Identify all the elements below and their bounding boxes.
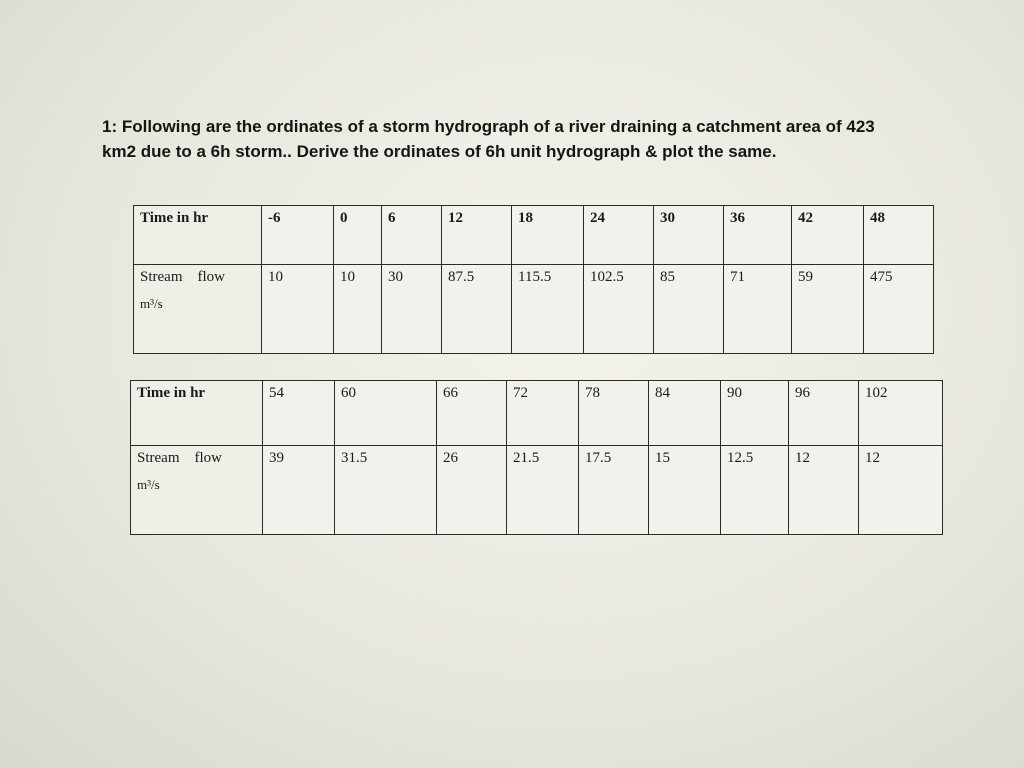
flow-cell: 39 bbox=[263, 446, 335, 535]
time-cell: 24 bbox=[584, 206, 654, 265]
time-cell: -6 bbox=[262, 206, 334, 265]
flow-label-cell bbox=[134, 265, 262, 354]
flow-cell: 115.5 bbox=[512, 265, 584, 354]
flow-label-cell bbox=[131, 446, 263, 535]
question-line-1: 1: Following are the ordinates of a storm hydrograph of a river draining a catchment area of 423 bbox=[102, 117, 875, 136]
time-cell: 72 bbox=[507, 381, 579, 446]
time-cell: 90 bbox=[721, 381, 789, 446]
time-row bbox=[131, 381, 943, 446]
flow-cell: 17.5 bbox=[579, 446, 649, 535]
time-cell: 42 bbox=[792, 206, 864, 265]
time-cell: 96 bbox=[789, 381, 859, 446]
hydrograph-table-1 bbox=[133, 205, 934, 354]
time-cell: 12 bbox=[442, 206, 512, 265]
flow-cell: 85 bbox=[654, 265, 724, 354]
flow-unit: m³/s bbox=[137, 477, 160, 492]
time-cell: 84 bbox=[649, 381, 721, 446]
time-cell: 78 bbox=[579, 381, 649, 446]
question-text bbox=[102, 114, 962, 164]
time-row bbox=[134, 206, 934, 265]
flow-cell: 10 bbox=[334, 265, 382, 354]
time-label: Time in hr bbox=[131, 381, 263, 446]
time-cell: 36 bbox=[724, 206, 792, 265]
flow-cell: 15 bbox=[649, 446, 721, 535]
time-label: Time in hr bbox=[134, 206, 262, 265]
time-cell: 66 bbox=[437, 381, 507, 446]
flow-label: Stream flow bbox=[140, 269, 225, 285]
time-cell: 102 bbox=[859, 381, 943, 446]
flow-cell: 10 bbox=[262, 265, 334, 354]
time-cell: 18 bbox=[512, 206, 584, 265]
flow-cell: 87.5 bbox=[442, 265, 512, 354]
time-cell: 60 bbox=[335, 381, 437, 446]
time-cell: 6 bbox=[382, 206, 442, 265]
time-cell: 0 bbox=[334, 206, 382, 265]
hydrograph-table-2 bbox=[130, 380, 943, 535]
flow-cell: 59 bbox=[792, 265, 864, 354]
time-cell: 48 bbox=[864, 206, 934, 265]
flow-unit: m³/s bbox=[140, 296, 163, 311]
flow-cell: 26 bbox=[437, 446, 507, 535]
time-cell: 30 bbox=[654, 206, 724, 265]
flow-cell: 30 bbox=[382, 265, 442, 354]
flow-cell: 102.5 bbox=[584, 265, 654, 354]
flow-cell: 21.5 bbox=[507, 446, 579, 535]
flow-label: Stream flow bbox=[137, 450, 222, 466]
flow-cell: 12 bbox=[789, 446, 859, 535]
flow-cell: 12.5 bbox=[721, 446, 789, 535]
flow-cell: 71 bbox=[724, 265, 792, 354]
flow-row bbox=[134, 265, 934, 354]
flow-cell: 475 bbox=[864, 265, 934, 354]
flow-cell: 12 bbox=[859, 446, 943, 535]
flow-row bbox=[131, 446, 943, 535]
flow-cell: 31.5 bbox=[335, 446, 437, 535]
question-line-2: km2 due to a 6h storm.. Derive the ordinates of 6h unit hydrograph & plot the same. bbox=[102, 142, 777, 161]
time-cell: 54 bbox=[263, 381, 335, 446]
